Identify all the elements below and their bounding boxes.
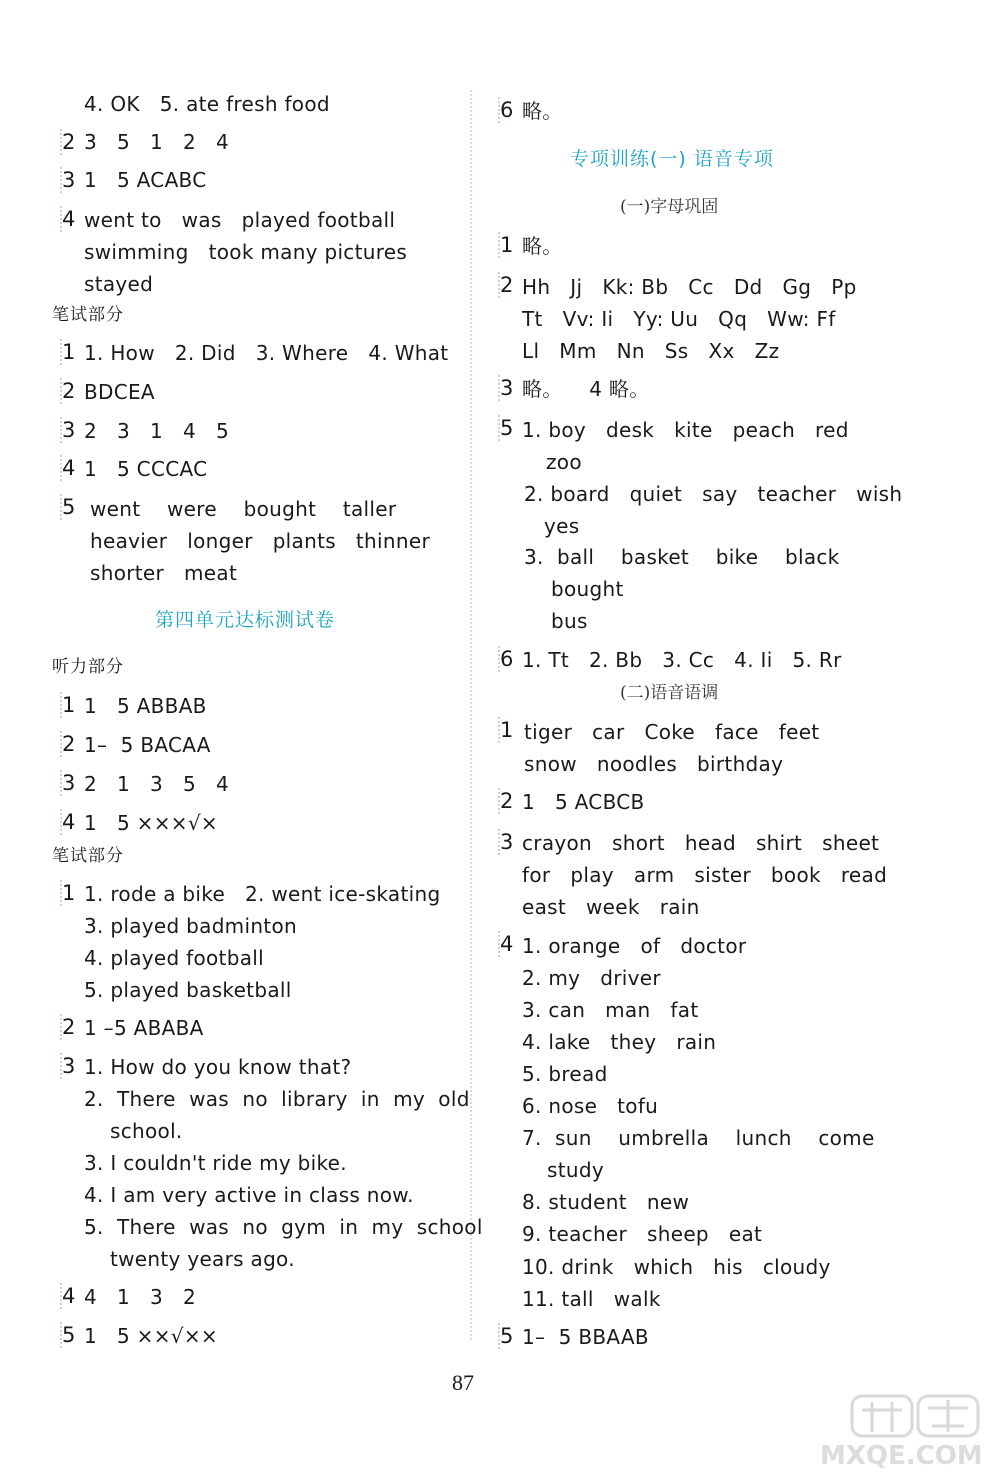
question-number: 3 bbox=[62, 168, 76, 192]
watermark-logo bbox=[742, 1390, 992, 1470]
question-number: 3 bbox=[62, 418, 76, 442]
answer-line: 1. How do you know that? bbox=[84, 1055, 352, 1079]
answer-line: twenty years ago. bbox=[110, 1247, 295, 1271]
question-number: 1 bbox=[62, 693, 76, 717]
question-number: 6 bbox=[500, 647, 514, 671]
answer-line: shorter meat bbox=[90, 561, 238, 585]
answer-line: 4. OK 5. ate fresh food bbox=[84, 92, 330, 116]
answer-line: 略。 4 略。 bbox=[522, 377, 650, 401]
answer-line: 1 5 ACBCB bbox=[522, 790, 645, 814]
answer-line: crayon short head shirt sheet bbox=[522, 831, 880, 855]
answer-line: 1– 5 BBAAB bbox=[522, 1325, 649, 1349]
answer-line: 略。 bbox=[522, 234, 563, 258]
question-number: 2 bbox=[62, 379, 76, 403]
answer-line: 1 5 ×××√× bbox=[84, 811, 218, 835]
answer-line: 6. nose tofu bbox=[522, 1094, 659, 1118]
answer-line: bought bbox=[551, 577, 624, 601]
answer-line: for play arm sister book read bbox=[522, 863, 888, 887]
answer-line: 4. lake they rain bbox=[522, 1030, 717, 1054]
answer-line: 7. sun umbrella lunch come bbox=[522, 1126, 875, 1150]
answer-line: went to was played football bbox=[84, 208, 396, 232]
answer-line: 5. There was no gym in my school bbox=[84, 1215, 483, 1239]
section-label-listening: 听力部分 bbox=[52, 657, 124, 677]
answer-line: stayed bbox=[84, 272, 154, 296]
section-label-written: 笔试部分 bbox=[52, 305, 124, 325]
answer-line: 1 5 ACABC bbox=[84, 168, 207, 192]
answer-line: tiger car Coke face feet bbox=[524, 720, 820, 744]
answer-line: zoo bbox=[546, 450, 582, 474]
answer-line: 4 1 3 2 bbox=[84, 1285, 197, 1309]
answer-line: 4. I am very active in class now. bbox=[84, 1183, 414, 1207]
answer-line: 8. student new bbox=[522, 1190, 690, 1214]
question-number: 1 bbox=[62, 881, 76, 905]
answer-line: Ll Mm Nn Ss Xx Zz bbox=[522, 339, 780, 363]
answer-line: 2 3 1 4 5 bbox=[84, 419, 230, 443]
answer-line: 2. There was no library in my old bbox=[84, 1087, 470, 1111]
question-number: 3 bbox=[500, 830, 514, 854]
answer-line: 1. How 2. Did 3. Where 4. What bbox=[84, 341, 449, 365]
answer-line: 2. my driver bbox=[522, 966, 661, 990]
answer-line: 1 –5 ABABA bbox=[84, 1016, 204, 1040]
question-number: 4 bbox=[500, 932, 514, 956]
answer-line: 11. tall walk bbox=[522, 1287, 661, 1311]
question-number: 3 bbox=[500, 376, 514, 400]
question-number: 5 bbox=[62, 495, 76, 519]
question-number: 4 bbox=[62, 810, 76, 834]
column-divider bbox=[470, 90, 472, 1340]
page-number: 87 bbox=[452, 1370, 474, 1395]
answer-line: went were bought taller bbox=[90, 497, 397, 521]
answer-line: 3. can man fat bbox=[522, 998, 699, 1022]
answer-line: 5. played basketball bbox=[84, 978, 292, 1002]
question-number: 4 bbox=[62, 1284, 76, 1308]
answer-line: 2 1 3 5 4 bbox=[84, 772, 230, 796]
answer-line: 10. drink which his cloudy bbox=[522, 1255, 831, 1279]
special-training-heading: 专项训练(一) 语音专项 bbox=[570, 148, 774, 170]
question-number: 5 bbox=[62, 1323, 76, 1347]
question-number: 3 bbox=[62, 1054, 76, 1078]
unit-test-heading: 第四单元达标测试卷 bbox=[155, 609, 336, 631]
answer-line: heavier longer plants thinner bbox=[90, 529, 430, 553]
answer-line: 3 5 1 2 4 bbox=[84, 130, 230, 154]
answer-line: snow noodles birthday bbox=[524, 752, 784, 776]
question-number: 6 bbox=[500, 98, 514, 122]
answer-line: BDCEA bbox=[84, 380, 155, 404]
question-number: 3 bbox=[62, 771, 76, 795]
answer-line: bus bbox=[551, 609, 588, 633]
answer-line: 1. orange of doctor bbox=[522, 934, 747, 958]
answer-line: school. bbox=[110, 1119, 183, 1143]
answer-line: 5. bread bbox=[522, 1062, 608, 1086]
question-number: 4 bbox=[62, 207, 76, 231]
answer-line: 1. boy desk kite peach red bbox=[522, 418, 849, 442]
answer-line: 3. ball basket bike black bbox=[524, 545, 840, 569]
question-number: 2 bbox=[62, 130, 76, 154]
question-number: 2 bbox=[500, 273, 514, 297]
answer-line: 2. board quiet say teacher wish bbox=[524, 482, 903, 506]
question-number: 2 bbox=[62, 1015, 76, 1039]
svg-text:MXQE.COM: MXQE.COM bbox=[820, 1441, 983, 1470]
answer-line: 略。 bbox=[522, 99, 563, 123]
answer-line: swimming took many pictures bbox=[84, 240, 408, 264]
answer-line: Tt Vv: Ii Yy: Uu Qq Ww: Ff bbox=[522, 307, 836, 331]
question-number: 2 bbox=[62, 732, 76, 756]
question-number: 4 bbox=[62, 456, 76, 480]
answer-line: study bbox=[547, 1158, 604, 1182]
question-number: 5 bbox=[500, 1324, 514, 1348]
answer-line: 1 5 CCCAC bbox=[84, 457, 208, 481]
answer-line: 4. played football bbox=[84, 946, 264, 970]
answer-line: 3. played badminton bbox=[84, 914, 297, 938]
answer-line: 3. I couldn't ride my bike. bbox=[84, 1151, 347, 1175]
answer-line: 1 5 ABBAB bbox=[84, 694, 207, 718]
question-number: 2 bbox=[500, 789, 514, 813]
question-number: 1 bbox=[62, 340, 76, 364]
answer-line: Hh Jj Kk: Bb Cc Dd Gg Pp bbox=[522, 275, 857, 299]
section-label-written: 笔试部分 bbox=[52, 846, 124, 866]
question-number: 1 bbox=[500, 233, 514, 257]
answer-line: east week rain bbox=[522, 895, 700, 919]
answer-line: yes bbox=[544, 514, 580, 538]
answer-line: 1 5 ××√×× bbox=[84, 1324, 218, 1348]
question-number: 5 bbox=[500, 416, 514, 440]
answer-line: 1. Tt 2. Bb 3. Cc 4. Ii 5. Rr bbox=[522, 648, 842, 672]
answer-line: 1– 5 BACAA bbox=[84, 733, 211, 757]
answer-line: 9. teacher sheep eat bbox=[522, 1222, 763, 1246]
subsection-heading: (一)字母巩固 bbox=[620, 197, 719, 217]
subsection-heading: (二)语音语调 bbox=[620, 683, 719, 703]
answer-line: 1. rode a bike 2. went ice-skating bbox=[84, 882, 441, 906]
question-number: 1 bbox=[500, 718, 514, 742]
